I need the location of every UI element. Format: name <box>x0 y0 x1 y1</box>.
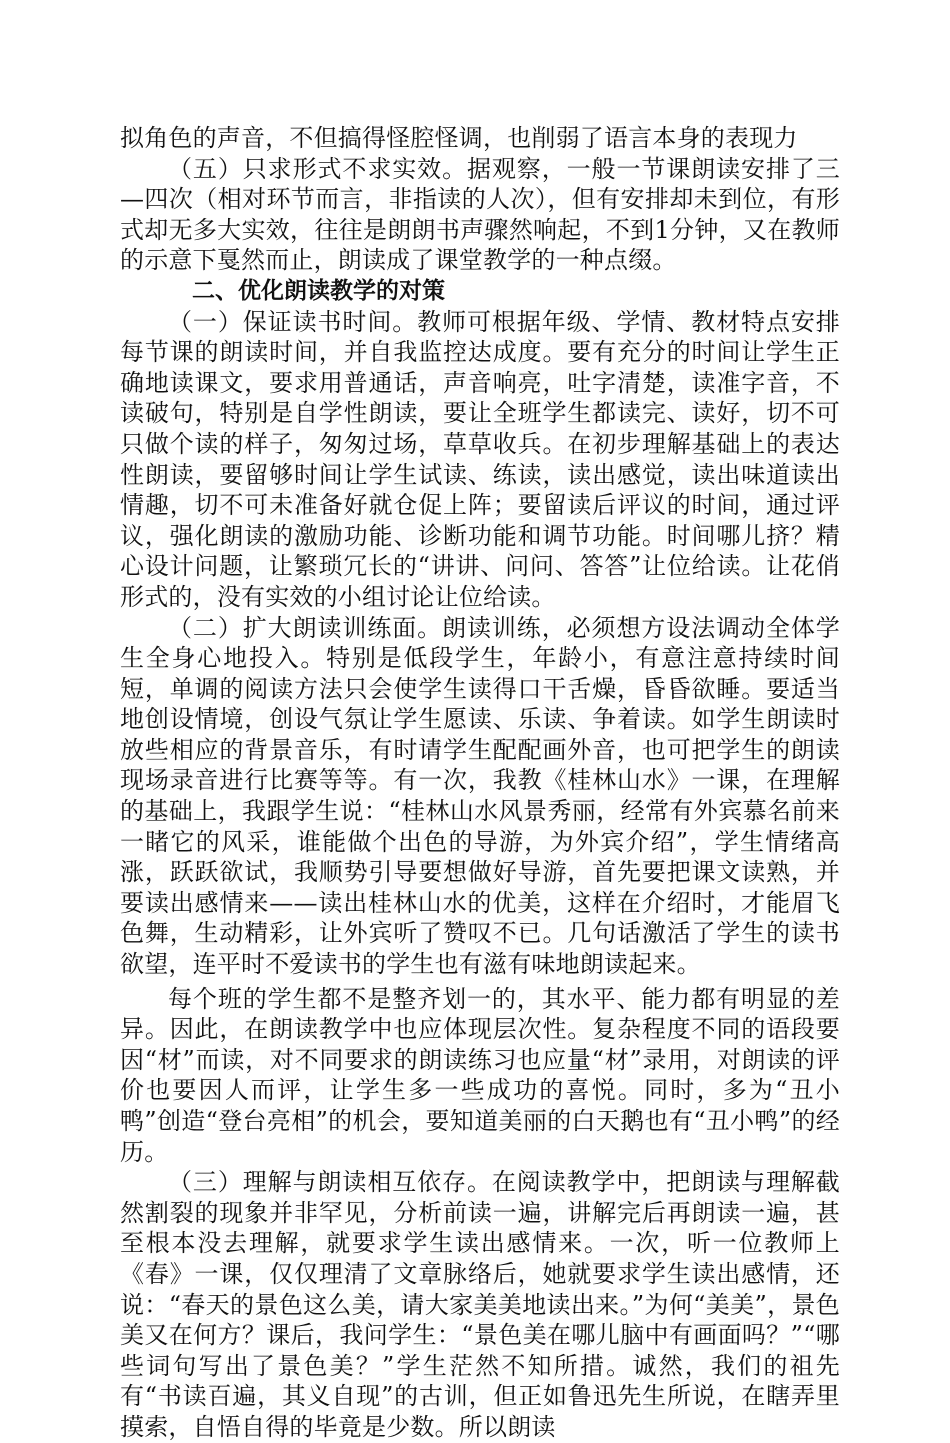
section-heading: 二、优化朗读教学的对策 <box>192 277 445 304</box>
paragraph-strategy-three: （三）理解与朗读相互依存。在阅读教学中，把朗读与理解截然割裂的现象并非罕见，分析前读一遍，讲解完后再朗读一遍，甚至根本没去理解，就要求学生读出感情来。一次，听一位教师上《春》一课，仅仅理清了文章脉络后，她就要求学生读出感情，还说：“春天的景色这么美，请大家美美地读出来。”为何“美美”，景色美又在何方？课后，我问学生：“景色美在哪儿脑中有画面吗？”“哪些词句写出了景色美？”学生茫然不知所措。诚然，我们的祖先有“书读百遍，其义自现”的古训，但正如鲁迅先生所说，在瞎弄里摸索，自悟自得的毕竟是少数。所以朗读 <box>120 1168 840 1441</box>
paragraph-differentiation: 每个班的学生都不是整齐划一的，其水平、能力都有明显的差异。因此，在朗读教学中也应体现层次性。复杂程度不同的语段要因“材”而读，对不同要求的朗读练习也应量“材”录用，对朗读的评价也要因人而评，让学生多一些成功的喜悦。同时，多为“丑小鸭”创造“登台亮相”的机会，要知道美丽的白天鹅也有“丑小鸭”的经历。 <box>120 984 840 1166</box>
paragraph-strategy-one: （一）保证读书时间。教师可根据年级、学情、教材特点安排每节课的朗读时间，并自我监控达成度。要有充分的时间让学生正确地读课文，要求用普通话，声音响亮，吐字清楚，读准字音，不读破句，特别是自学性朗读，要让全班学生都读完、读好，切不可只做个读的样子，匆匆过场，草草收兵。在初步理解基础上的表达性朗读，要留够时间让学生试读、练读，读出感觉，读出味道读出情趣，切不可未准备好就仓促上阵；要留读后评议的时间，通过评议，强化朗读的激励功能、诊断功能和调节功能。时间哪儿挤？精心设计问题，让繁琐冗长的“讲讲、问问、答答”让位给读。让花俏形式的，没有实效的小组讨论让位给读。 <box>120 307 840 611</box>
body-text <box>120 123 840 1443</box>
paragraph-strategy-two: （二）扩大朗读训练面。朗读训练，必须想方设法调动全体学生全身心地投入。特别是低段学生，年龄小，有意注意持续时间短，单调的阅读方法只会使学生读得口干舌燥，昏昏欲睡。要适当地创设情境，创设气氛让学生愿读、乐读、争着读。如学生朗读时放些相应的背景音乐，有时请学生配配画外音，也可把学生的朗读现场录音进行比赛等等。有一次，我教《桂林山水》一课，在理解的基础上，我跟学生说：“桂林山水风景秀丽，经常有外宾慕名前来一睹它的风采，谁能做个出色的导游，为外宾介绍”，学生情绪高涨，跃跃欲试，我顺势引导要想做好导游，首先要把课文读熟，并要读出感情来——读出桂林山水的优美，这样在介绍时，才能眉飞色舞，生动精彩，让外宾听了赞叹不已。几句话激活了学生的读书欲望，连平时不爱读书的学生也有滋有味地朗读起来。 <box>120 613 840 979</box>
paragraph-continuation: 拟角色的声音，不但搞得怪腔怪调，也削弱了语言本身的表现力 <box>120 124 798 152</box>
paragraph-section-five: （五）只求形式不求实效。据观察，一般一节课朗读安排了三—四次（相对环节而言，非指读的人次），但有安排却未到位，有形式却无多大实效，往往是朗朗书声骤然响起，不到1分钟，又在教师的示意下戛然而止，朗读成了课堂教学的一种点缀。 <box>120 154 840 275</box>
